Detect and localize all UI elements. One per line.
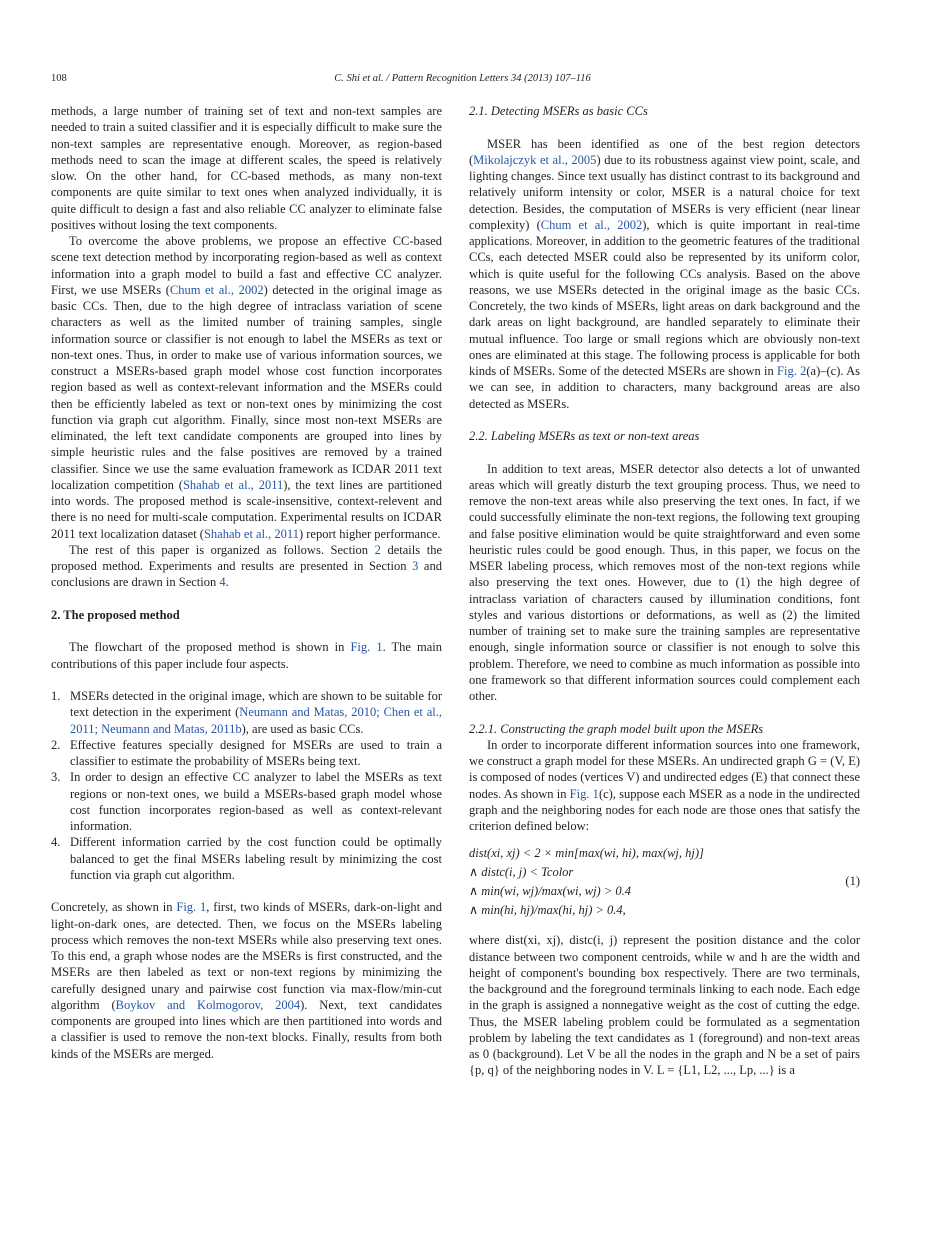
figure-link[interactable]: Fig. 1 — [569, 786, 599, 801]
equation-number: (1) — [845, 874, 860, 889]
section-link[interactable]: 4 — [219, 575, 226, 590]
citation-link[interactable]: Shahab et al., 2011 — [203, 526, 299, 541]
equation-line: ∧ distc(i, j) < Tcolor — [469, 865, 574, 880]
right-column — [469, 103, 860, 1079]
citation-link[interactable]: Shahab et al., 2011 — [182, 477, 284, 492]
subsection-heading: 2.1. Detecting MSERs as basic CCs — [469, 104, 648, 118]
citation-link[interactable]: Neumann and Matas, 2010; Chen et al., 2011; Neumann and Matas, 2011b — [70, 705, 442, 736]
citation-link[interactable]: Chum et al., 2002 — [540, 217, 643, 232]
equation-line: ∧ min(wi, wj)/max(wi, wj) > 0.4 — [469, 884, 632, 899]
section-link[interactable]: 2 — [374, 542, 381, 557]
paragraph-proposal: To overcome the above problems, we propose an effective CC-based scene text detection method by incorporating region-based as well as context information into a graph model to build a fast and effective CC analyzer. First, we use MSERs (Chum et al., 2002) detected in the original image as basic CCs. Then, due to the high degree of intraclass variation of scene characters as well as the limited number of training samples, single information source or classifier is not enough to label the MSERs as text or non-text ones. Thus, in order to make use of various information sources, we construct a MSERs-based graph model whose cost function incorporates region based as well as context-relevant information and the MSERs could then be efficiently labeled as text or non-text ones by minimizing the cost function via graph cut algorithm. Finally, since most non-text MSERs are eliminated, the left text candidate components are grouped into lines by simple heuristic rules and the false positives are removed by a trained classifier. Since we use the same evaluation framework as ICDAR 2011 text localization competition (Shahab et al., 2011), the text lines are partitioned into words. The proposed method is scale-insensitive, context-relevent and there is no need for multi-scale computation. Experimental results on ICDAR 2011 text localization dataset (Shahab et al., 2011) report higher performance. — [51, 234, 442, 541]
paragraph-definitions: where dist(xi, xj), distc(i, j) represent the position distance and the color distance between two component centroids, while w and h are the width and height of component's bounding box respectively. There are two terminals, the background and the foreground terminals linking to each node. Each edge in the graph is assigned a nonnegative weight as the cost of cutting the edge. Thus, the MSER labeling problem could be formulated as a segmentation problem by labeling the text candidates as 1 (foreground) and non-text areas as 0 (background). Let V be all the nodes in the graph and N be a set of pairs {p, q} of the neighboring nodes in V. L = {L1, L2, ..., Lp, ...} is a — [469, 933, 860, 1078]
paragraph-concretely: Concretely, as shown in Fig. 1, first, two kinds of MSERs, dark-on-light and light-on-dark ones, are detected. Then, we focus on the MSERs labeling process which removes the non-text MSERs while also preserving text ones. To this end, a graph whose nodes are the MSERs is first constructed, and the MSERs are then labeled as text or non-text regions by minimizing the carefully designed unary and pairwise cost function via max-flow/min-cut algorithm (Boykov and Kolmogorov, 2004). Next, text candidates components are grouped into lines which are then partitioned into words and a classifier is used to remove the non-text blocks. Finally, results from both kinds of the MSERs are merged. — [51, 900, 442, 1061]
list-item: 1. MSERs detected in the original image, which are shown to be suitable for text detection in the experiment (Neumann and Matas, 2010; Chen et al., 2011; Neumann and Matas, 2011b), are used as basic CCs. — [51, 689, 442, 736]
equation-line: dist(xi, xj) < 2 × min[max(wi, hi), max(wj, hj)] — [469, 846, 704, 861]
paragraph-graph-model: In order to incorporate different information sources into one framework, we construct a graph model for these MSERs. An undirected graph G = (V, E) is composed of nodes (vertices V) and undirected edges (E) that connect these nodes. As shown in Fig. 1(c), suppose each MSER as a node in the undirected graph and the neighboring nodes for each node are those ones that satisfy the criterion defined below: — [469, 737, 860, 833]
page-number: 108 — [51, 73, 67, 84]
equation-line: ∧ min(hi, hj)/max(hi, hj) > 0.4, — [469, 903, 626, 918]
citation-link[interactable]: Chum et al., 2002 — [169, 282, 264, 297]
paragraph-organization: The rest of this paper is organized as follows. Section 2 details the proposed method. Experiments and results are presented in Section 3 and conclusions are drawn in Section 4. — [51, 542, 442, 590]
equation-1 — [469, 844, 860, 920]
paragraph-labeling: In addition to text areas, MSER detector also detects a lot of unwanted areas which will greatly disturb the text grouping process. Thus, we need to remove the non-text areas while also preserving the text ones. In fact, if we could successfully eliminate the non-text regions, the following text grouping and false positive elimination would be quite straightforward and even some heuristic rules could be good enough. Thus, in this paper, we focus on the MSER labeling process, which removes most of the non-text regions while also preserving the text ones. However, due to (1) the high degree of intraclass variation of characters caused by illumination conditions, font styles and various distortions or deformations, as well as (2) the limited number of training set to make sure the training samples are representative enough, single information source or classifier is not enough to solve this problem. Therefore, we need to combine as much information as possible into one framework so that different information sources could complement each other. — [469, 461, 860, 703]
list-item: 3. In order to design an effective CC analyzer to label the MSERs as text regions or non-text ones, we build a MSERs-based graph model whose cost function incorporates region-based as well as context-relevant information. — [51, 770, 442, 833]
subsubsection-heading: 2.2.1. Constructing the graph model built upon the MSERs — [469, 721, 764, 736]
left-column — [51, 103, 442, 1062]
figure-link[interactable]: Fig. 2 — [777, 364, 807, 378]
list-item: 2. Effective features specially designed for MSERs are used to train a classifier to estimate the probability of MSERs being text. — [51, 737, 442, 768]
figure-link[interactable]: Fig. 1 — [176, 900, 207, 915]
paragraph-mser: MSER has been identified as one of the best region detectors (Mikolajczyk et al., 2005) due to its robustness against view point, scale, and lighting changes. Since text usually has distinct contrast to its background and relatively uniform intensity or color, MSER is a natural choice for text detection. Besides, the computation of MSERs is very efficient (near linear complexity) (Chum et al., 2002), which is quite important in real-time applications. Moreover, in addition to the geometric features of the traditional CCs, each detected MSER could also be represented by its uniform color, which is quite useful for the following CCs analysis. Based on the above reasons, we use MSERs detected in the original image as the basic CCs. Concretely, the two kinds of MSERs, light areas on dark background and the dark areas on light background, are handled separately to eliminate their mutual influence. Too large or small regions which are obviously non-text ones are eliminated at this stage. The following process is applicable for both kinds of MSERs. Some of the detected MSERs are shown in Fig. 2(a)–(c). As we can see, in addition to characters, many background areas are also detected as MSERs. — [469, 136, 860, 411]
running-header: C. Shi et al. / Pattern Recognition Letters 34 (2013) 107–116 — [334, 73, 591, 84]
figure-link[interactable]: Fig. 1 — [350, 640, 383, 655]
paragraph-intro-continued: methods, a large number of training set of text and non-text samples are needed to train a suited classifier and it is especially difficult to make sure the non-text samples are representative enough. Moreover, as region-based methods need to scan the image at different scales, the speed is relatively slow. On the other hand, for CC-based methods, as many non-text components are quite similar to text ones when analyzed individually, it is quite difficult to design a fast and also reliable CC analyzer to eliminate false positives without losing the text components. — [51, 104, 442, 232]
citation-link[interactable]: Boykov and Kolmogorov, 2004 — [115, 997, 301, 1012]
citation-link[interactable]: Mikolajczyk et al., 2005 — [473, 152, 597, 167]
subsection-heading: 2.2. Labeling MSERs as text or non-text areas — [469, 429, 700, 443]
list-item: 4. Different information carried by the cost function could be optimally balanced to get the final MSERs labeling result by minimizing the cost function via graph cut algorithm. — [51, 835, 442, 882]
paragraph-flowchart: The flowchart of the proposed method is shown in Fig. 1. The main contributions of this paper include four aspects. — [51, 640, 442, 671]
section-heading: 2. The proposed method — [51, 607, 180, 622]
section-link[interactable]: 3 — [412, 559, 419, 573]
contributions-list — [51, 688, 442, 883]
